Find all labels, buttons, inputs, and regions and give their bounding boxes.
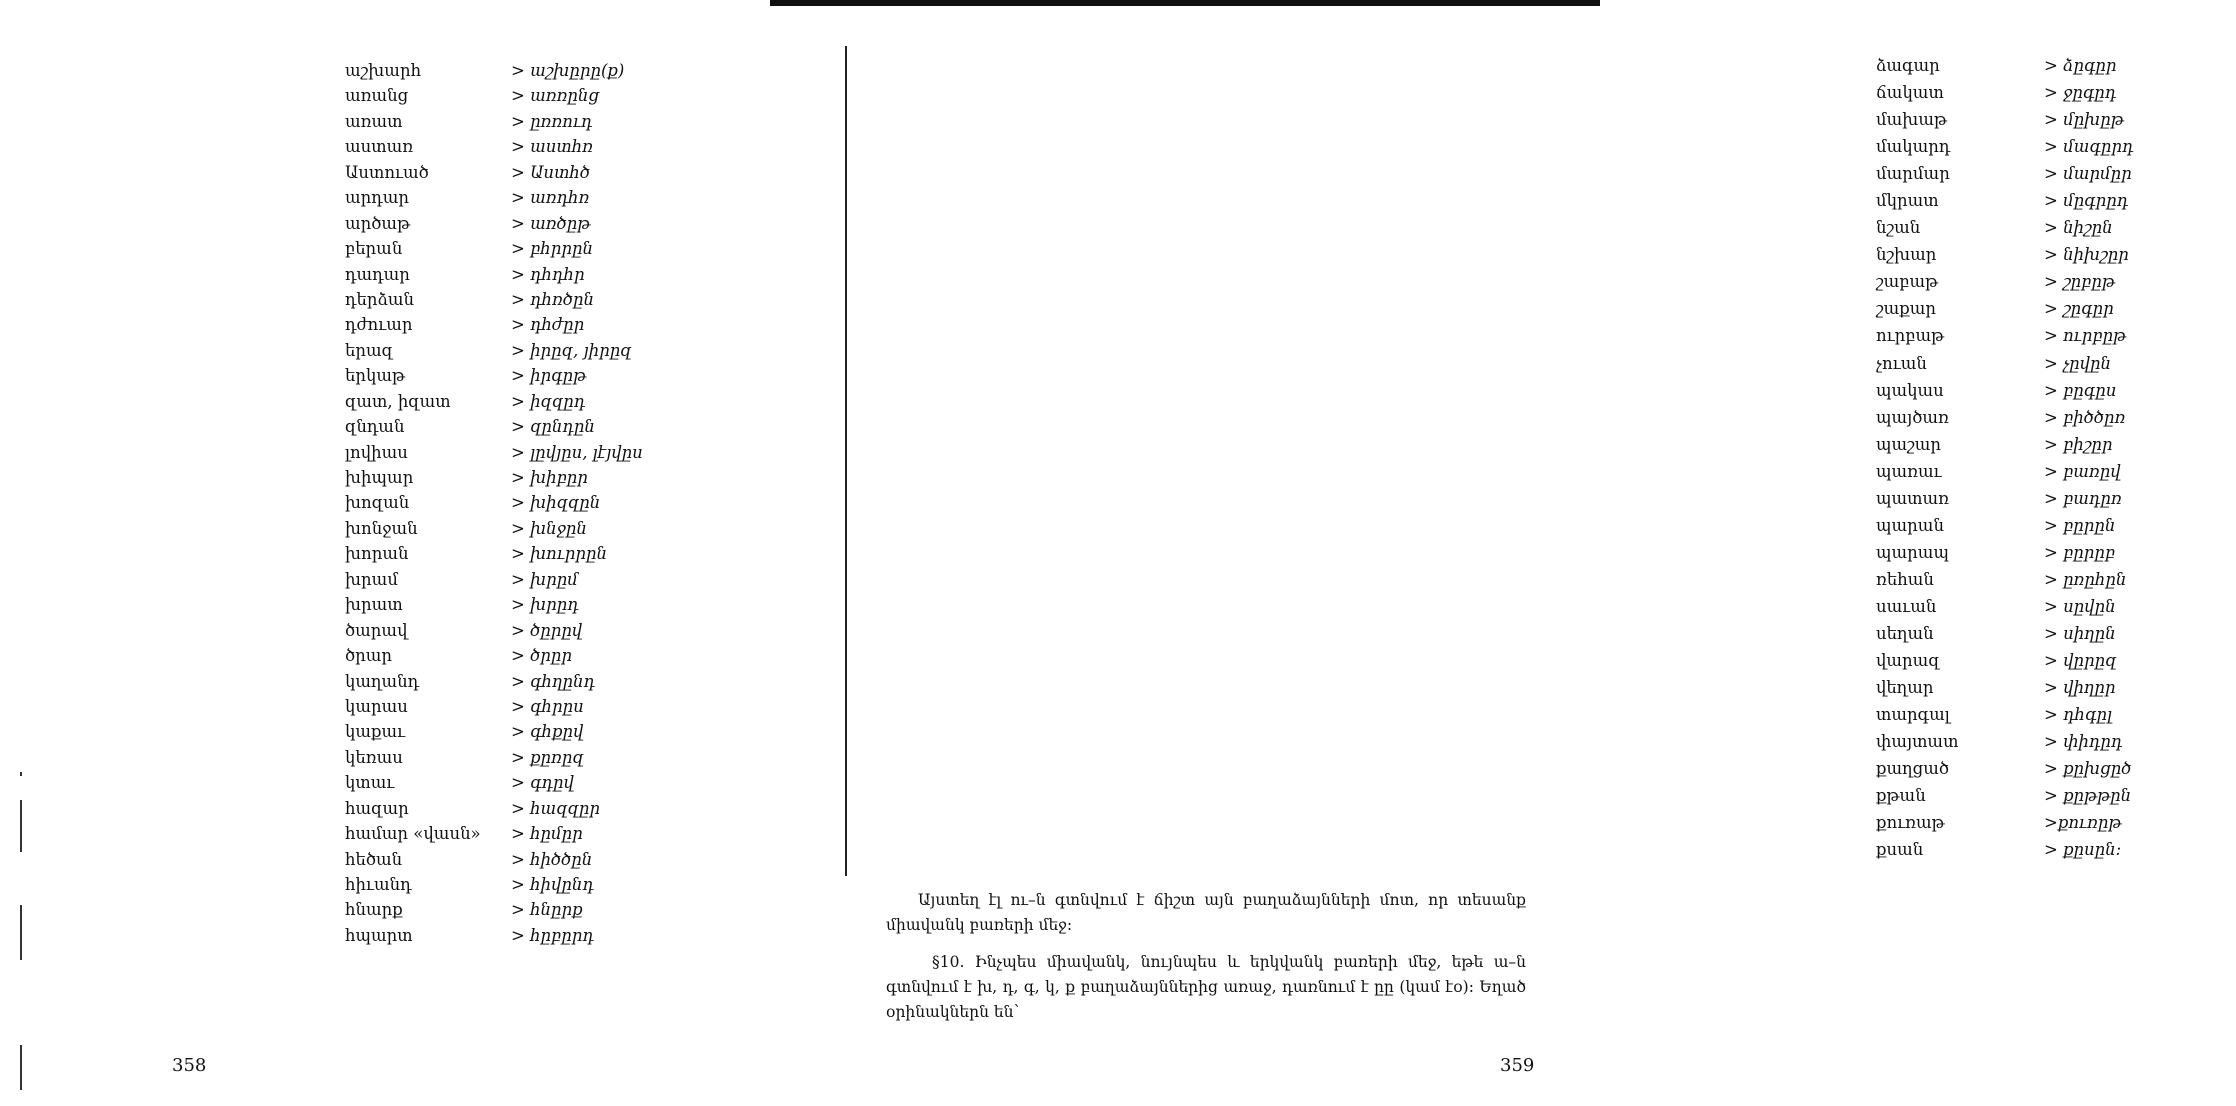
headword: երազ bbox=[345, 340, 393, 360]
headword: քսան bbox=[1876, 840, 1924, 860]
headword: պառաւ bbox=[1876, 461, 1942, 481]
word-entry bbox=[1876, 268, 2236, 295]
derived-form: > գհղընդ bbox=[511, 671, 595, 691]
headword: վեղար bbox=[1876, 678, 1934, 698]
derived-form: > բըրըբ bbox=[2044, 542, 2116, 562]
word-entry bbox=[1876, 620, 2236, 647]
derived-form: > ձըգըր bbox=[2044, 56, 2117, 75]
word-entry bbox=[345, 287, 685, 312]
word-entry bbox=[1876, 187, 2236, 214]
headword: աստառ bbox=[345, 137, 414, 157]
word-entry bbox=[1876, 728, 2236, 755]
derived-form: > աստհռ bbox=[511, 137, 594, 157]
derived-form: > դհռծըն bbox=[511, 289, 594, 309]
word-entry bbox=[1876, 701, 2236, 728]
word-entry bbox=[345, 872, 685, 897]
derived-form: > գհրըս bbox=[511, 696, 584, 716]
derived-form: > քըռըզ bbox=[511, 747, 584, 767]
headword: փայտատ bbox=[1876, 732, 1959, 752]
headword: սեղան bbox=[1876, 623, 1934, 643]
headword: քթան bbox=[1876, 786, 1926, 806]
derived-form: > հըմըր bbox=[511, 824, 583, 844]
headword: արդար bbox=[345, 188, 410, 208]
headword: պաշար bbox=[1876, 434, 1942, 454]
derived-form: > խիբըր bbox=[511, 468, 588, 487]
derived-form: > հըբըրդ bbox=[511, 925, 594, 945]
derived-form: > ջըգըդ bbox=[2044, 83, 2117, 103]
derived-form: > աշխըրը(ք) bbox=[511, 61, 625, 80]
derived-form: > առծըթ bbox=[511, 213, 591, 233]
headword: տարգալ bbox=[1876, 705, 1950, 725]
derived-form: > խնջըն bbox=[511, 518, 587, 538]
word-entry bbox=[345, 719, 685, 744]
right-word-list bbox=[1876, 52, 2236, 863]
derived-form: > հիծծըն bbox=[511, 849, 593, 869]
word-entry bbox=[345, 745, 685, 770]
headword: խրամ bbox=[345, 569, 398, 589]
word-entry bbox=[345, 669, 685, 694]
derived-form: > մարմըր bbox=[2044, 164, 2132, 184]
word-entry bbox=[345, 694, 685, 719]
word-entry bbox=[345, 643, 685, 668]
derived-form: > փիդըդ bbox=[2044, 732, 2123, 752]
word-entry bbox=[345, 618, 685, 643]
derived-form: > բըգըս bbox=[2044, 380, 2117, 400]
word-entry bbox=[345, 847, 685, 872]
derived-form: > Աստհծ bbox=[511, 162, 591, 182]
derived-form: > նիշըն bbox=[2044, 218, 2113, 238]
headword: չուան bbox=[1876, 353, 1927, 373]
headword: նշան bbox=[1876, 218, 1921, 238]
derived-form: > իզզըդ bbox=[511, 391, 586, 411]
headword: ուրբաթ bbox=[1876, 326, 1945, 346]
headword: սաւան bbox=[1876, 596, 1937, 616]
derived-form: > քըխցըծ bbox=[2044, 759, 2132, 779]
page-number-left: 358 bbox=[172, 1055, 207, 1076]
headword: վարազ bbox=[1876, 651, 1940, 671]
word-entry bbox=[345, 83, 685, 108]
headword: ծրար bbox=[345, 646, 393, 666]
word-entry bbox=[1876, 106, 2236, 133]
headword: խիպար bbox=[345, 468, 414, 487]
word-entry bbox=[1876, 647, 2236, 674]
word-entry bbox=[345, 338, 685, 363]
headword: խորան bbox=[345, 544, 409, 564]
derived-form: > խուրրըն bbox=[511, 544, 608, 564]
headword: դժուար bbox=[345, 315, 413, 335]
headword: Աստուած bbox=[345, 162, 429, 182]
word-entry bbox=[345, 796, 685, 821]
headword: մակարդ bbox=[1876, 137, 1951, 157]
word-entry bbox=[1876, 160, 2236, 187]
word-entry bbox=[345, 312, 685, 337]
word-entry bbox=[1876, 674, 2236, 701]
headword: ռեհան bbox=[1876, 569, 1934, 589]
headword: պատառ bbox=[1876, 488, 1950, 508]
left-word-list bbox=[345, 58, 685, 948]
derived-form: > սըվըն bbox=[2044, 596, 2116, 616]
derived-form: > շըբըթ bbox=[2044, 272, 2115, 292]
word-entry bbox=[345, 770, 685, 795]
headword: մկրատ bbox=[1876, 191, 1939, 211]
word-entry bbox=[345, 821, 685, 846]
word-entry bbox=[345, 465, 685, 490]
left-page bbox=[0, 0, 800, 1106]
word-entry bbox=[1876, 458, 2236, 485]
word-entry bbox=[1876, 512, 2236, 539]
derived-form: > մըգրըդ bbox=[2044, 191, 2129, 211]
headword: զատ, իզատ bbox=[345, 391, 451, 411]
page-number-right: 359 bbox=[1500, 1055, 1535, 1076]
headword: հիւանդ bbox=[345, 875, 412, 894]
word-entry bbox=[1876, 755, 2236, 782]
word-entry bbox=[345, 541, 685, 566]
headword: մարմար bbox=[1876, 164, 1950, 184]
derived-form: > նիխշըր bbox=[2044, 245, 2129, 265]
headword: դադար bbox=[345, 264, 410, 284]
headword: հազար bbox=[345, 798, 409, 818]
headword: խոզան bbox=[345, 493, 410, 513]
headword: զնդան bbox=[345, 417, 405, 437]
word-entry bbox=[345, 211, 685, 236]
derived-form: > խրըդ bbox=[511, 595, 579, 615]
derived-form: > բըրըն bbox=[2044, 515, 2116, 535]
word-entry bbox=[1876, 377, 2236, 404]
headword: համար «վասն» bbox=[345, 824, 481, 844]
derived-form: > խրըմ bbox=[511, 569, 578, 589]
headword: մախաթ bbox=[1876, 110, 1948, 130]
derived-form: > հիվընդ bbox=[511, 875, 594, 894]
headword: կաքաւ bbox=[345, 722, 406, 742]
headword: կաղանդ bbox=[345, 671, 420, 691]
headword: պակաս bbox=[1876, 380, 1944, 400]
word-entry bbox=[345, 236, 685, 261]
word-entry bbox=[1876, 241, 2236, 268]
word-entry bbox=[1876, 295, 2236, 322]
headword: առատ bbox=[345, 111, 403, 131]
headword: հպարտ bbox=[345, 925, 413, 945]
derived-form: > հնըրք bbox=[511, 900, 583, 920]
derived-form: > լըվյըս, լէյվըս bbox=[511, 442, 643, 462]
word-entry bbox=[345, 440, 685, 465]
derived-form: > ըռըհըն bbox=[2044, 569, 2127, 589]
word-entry bbox=[345, 109, 685, 134]
headword: կարաս bbox=[345, 696, 408, 716]
headword: ծարավ bbox=[345, 620, 408, 640]
word-entry bbox=[1876, 214, 2236, 241]
headword: հեծան bbox=[345, 849, 403, 869]
word-entry bbox=[1876, 539, 2236, 566]
derived-form: > գհքըվ bbox=[511, 722, 584, 742]
derived-form: > բառըվ bbox=[2044, 461, 2121, 481]
derived-form: > քըսըն: bbox=[2044, 840, 2122, 860]
derived-form: > իրըզ, յիրըզ bbox=[511, 340, 632, 360]
headword: պարապ bbox=[1876, 542, 1949, 562]
word-entry bbox=[345, 185, 685, 210]
derived-form: > վըրըզ bbox=[2044, 651, 2117, 671]
headword: քուռաթ bbox=[1876, 813, 1945, 833]
headword: հնարք bbox=[345, 900, 403, 920]
derived-form: > բհրրըն bbox=[511, 239, 593, 259]
headword: աշխարհ bbox=[345, 61, 422, 80]
headword: դերձան bbox=[345, 289, 415, 309]
word-entry bbox=[345, 592, 685, 617]
headword: ճակատ bbox=[1876, 83, 1944, 103]
paragraph-section-10: §10. Ինչպես միավանկ, նույնպես և երկվանկ բառերի մեջ, եթե ա–ն գտնվում է խ, դ, գ, կ, ք բաղաձայններից առաջ, դառնում է ըը (կամ էօ): Եղած օրինակներն են՝ bbox=[886, 953, 1526, 1021]
word-entry bbox=[1876, 566, 2236, 593]
derived-form: > չըվըն bbox=[2044, 353, 2111, 373]
word-entry bbox=[345, 363, 685, 388]
derived-form: > բիծծըռ bbox=[2044, 407, 2126, 427]
derived-form: > բադըռ bbox=[2044, 488, 2122, 508]
headword: արծաթ bbox=[345, 213, 411, 233]
word-entry bbox=[345, 414, 685, 439]
headword: կտաւ bbox=[345, 773, 395, 793]
derived-form: > վիղըր bbox=[2044, 678, 2116, 698]
word-entry bbox=[345, 160, 685, 185]
word-entry bbox=[1876, 809, 2236, 836]
derived-form: > դհգըլ bbox=[2044, 705, 2113, 725]
derived-form: > սիղըն bbox=[2044, 623, 2116, 643]
headword: բերան bbox=[345, 239, 403, 259]
word-entry bbox=[1876, 52, 2236, 79]
derived-form: > դհդհր bbox=[511, 264, 585, 284]
word-entry bbox=[1876, 79, 2236, 106]
headword: պարան bbox=[1876, 515, 1944, 535]
word-entry bbox=[1876, 593, 2236, 620]
derived-form: > մագըրդ bbox=[2044, 137, 2134, 157]
word-entry bbox=[1876, 431, 2236, 458]
word-entry bbox=[345, 58, 685, 83]
word-entry bbox=[345, 490, 685, 515]
derived-form: > քըթթըն bbox=[2044, 786, 2132, 806]
derived-form: > ուրբըթ bbox=[2044, 326, 2127, 346]
word-entry bbox=[345, 897, 685, 922]
derived-form: > ծըրըվ bbox=[511, 620, 583, 640]
word-entry bbox=[345, 389, 685, 414]
headword: երկաթ bbox=[345, 366, 406, 386]
derived-form: > իրգըթ bbox=[511, 366, 587, 386]
derived-form: > գդըվ bbox=[511, 773, 574, 793]
derived-form: > առռընց bbox=[511, 86, 599, 106]
word-entry bbox=[345, 262, 685, 287]
headword: նշխար bbox=[1876, 245, 1937, 265]
headword: խրատ bbox=[345, 595, 403, 615]
word-entry bbox=[1876, 322, 2236, 349]
derived-form: > առդհռ bbox=[511, 188, 590, 208]
word-entry bbox=[1876, 836, 2236, 863]
headword: շաբաթ bbox=[1876, 272, 1939, 292]
word-entry bbox=[345, 134, 685, 159]
headword: շաքար bbox=[1876, 299, 1937, 319]
word-entry bbox=[345, 923, 685, 948]
derived-form: > մըխըթ bbox=[2044, 110, 2124, 130]
headword: ձագար bbox=[1876, 56, 1940, 75]
word-entry bbox=[1876, 404, 2236, 431]
derived-form: > դհժըր bbox=[511, 315, 585, 335]
word-entry bbox=[345, 567, 685, 592]
paragraph-conclusion: Այստեղ էլ ու–ն գտնվում է ճիշտ այն բաղաձայնների մոտ, որ տեսանք միավանկ բառերի մեջ: bbox=[886, 891, 1526, 934]
headword: խոնջան bbox=[345, 518, 418, 538]
word-entry bbox=[1876, 133, 2236, 160]
right-page bbox=[800, 0, 2134, 1106]
word-entry bbox=[1876, 782, 2236, 809]
derived-form: > զընդըն bbox=[511, 417, 595, 437]
word-entry bbox=[1876, 485, 2236, 512]
headword: քաղցած bbox=[1876, 759, 1950, 779]
headword: պայծառ bbox=[1876, 407, 1949, 427]
derived-form: > ըռռուդ bbox=[511, 111, 593, 131]
derived-form: > շըգըր bbox=[2044, 299, 2114, 319]
headword: լովիաս bbox=[345, 442, 408, 462]
derived-form: > ծրըր bbox=[511, 646, 572, 666]
derived-form: > խիզզըն bbox=[511, 493, 601, 513]
headword: կեռաս bbox=[345, 747, 403, 767]
derived-form: > բիշըր bbox=[2044, 434, 2113, 454]
derived-form: > հազզըր bbox=[511, 798, 601, 818]
word-entry bbox=[345, 516, 685, 541]
word-entry bbox=[1876, 350, 2236, 377]
derived-form: >քուռըթ bbox=[2044, 813, 2122, 833]
headword: առանց bbox=[345, 86, 409, 106]
